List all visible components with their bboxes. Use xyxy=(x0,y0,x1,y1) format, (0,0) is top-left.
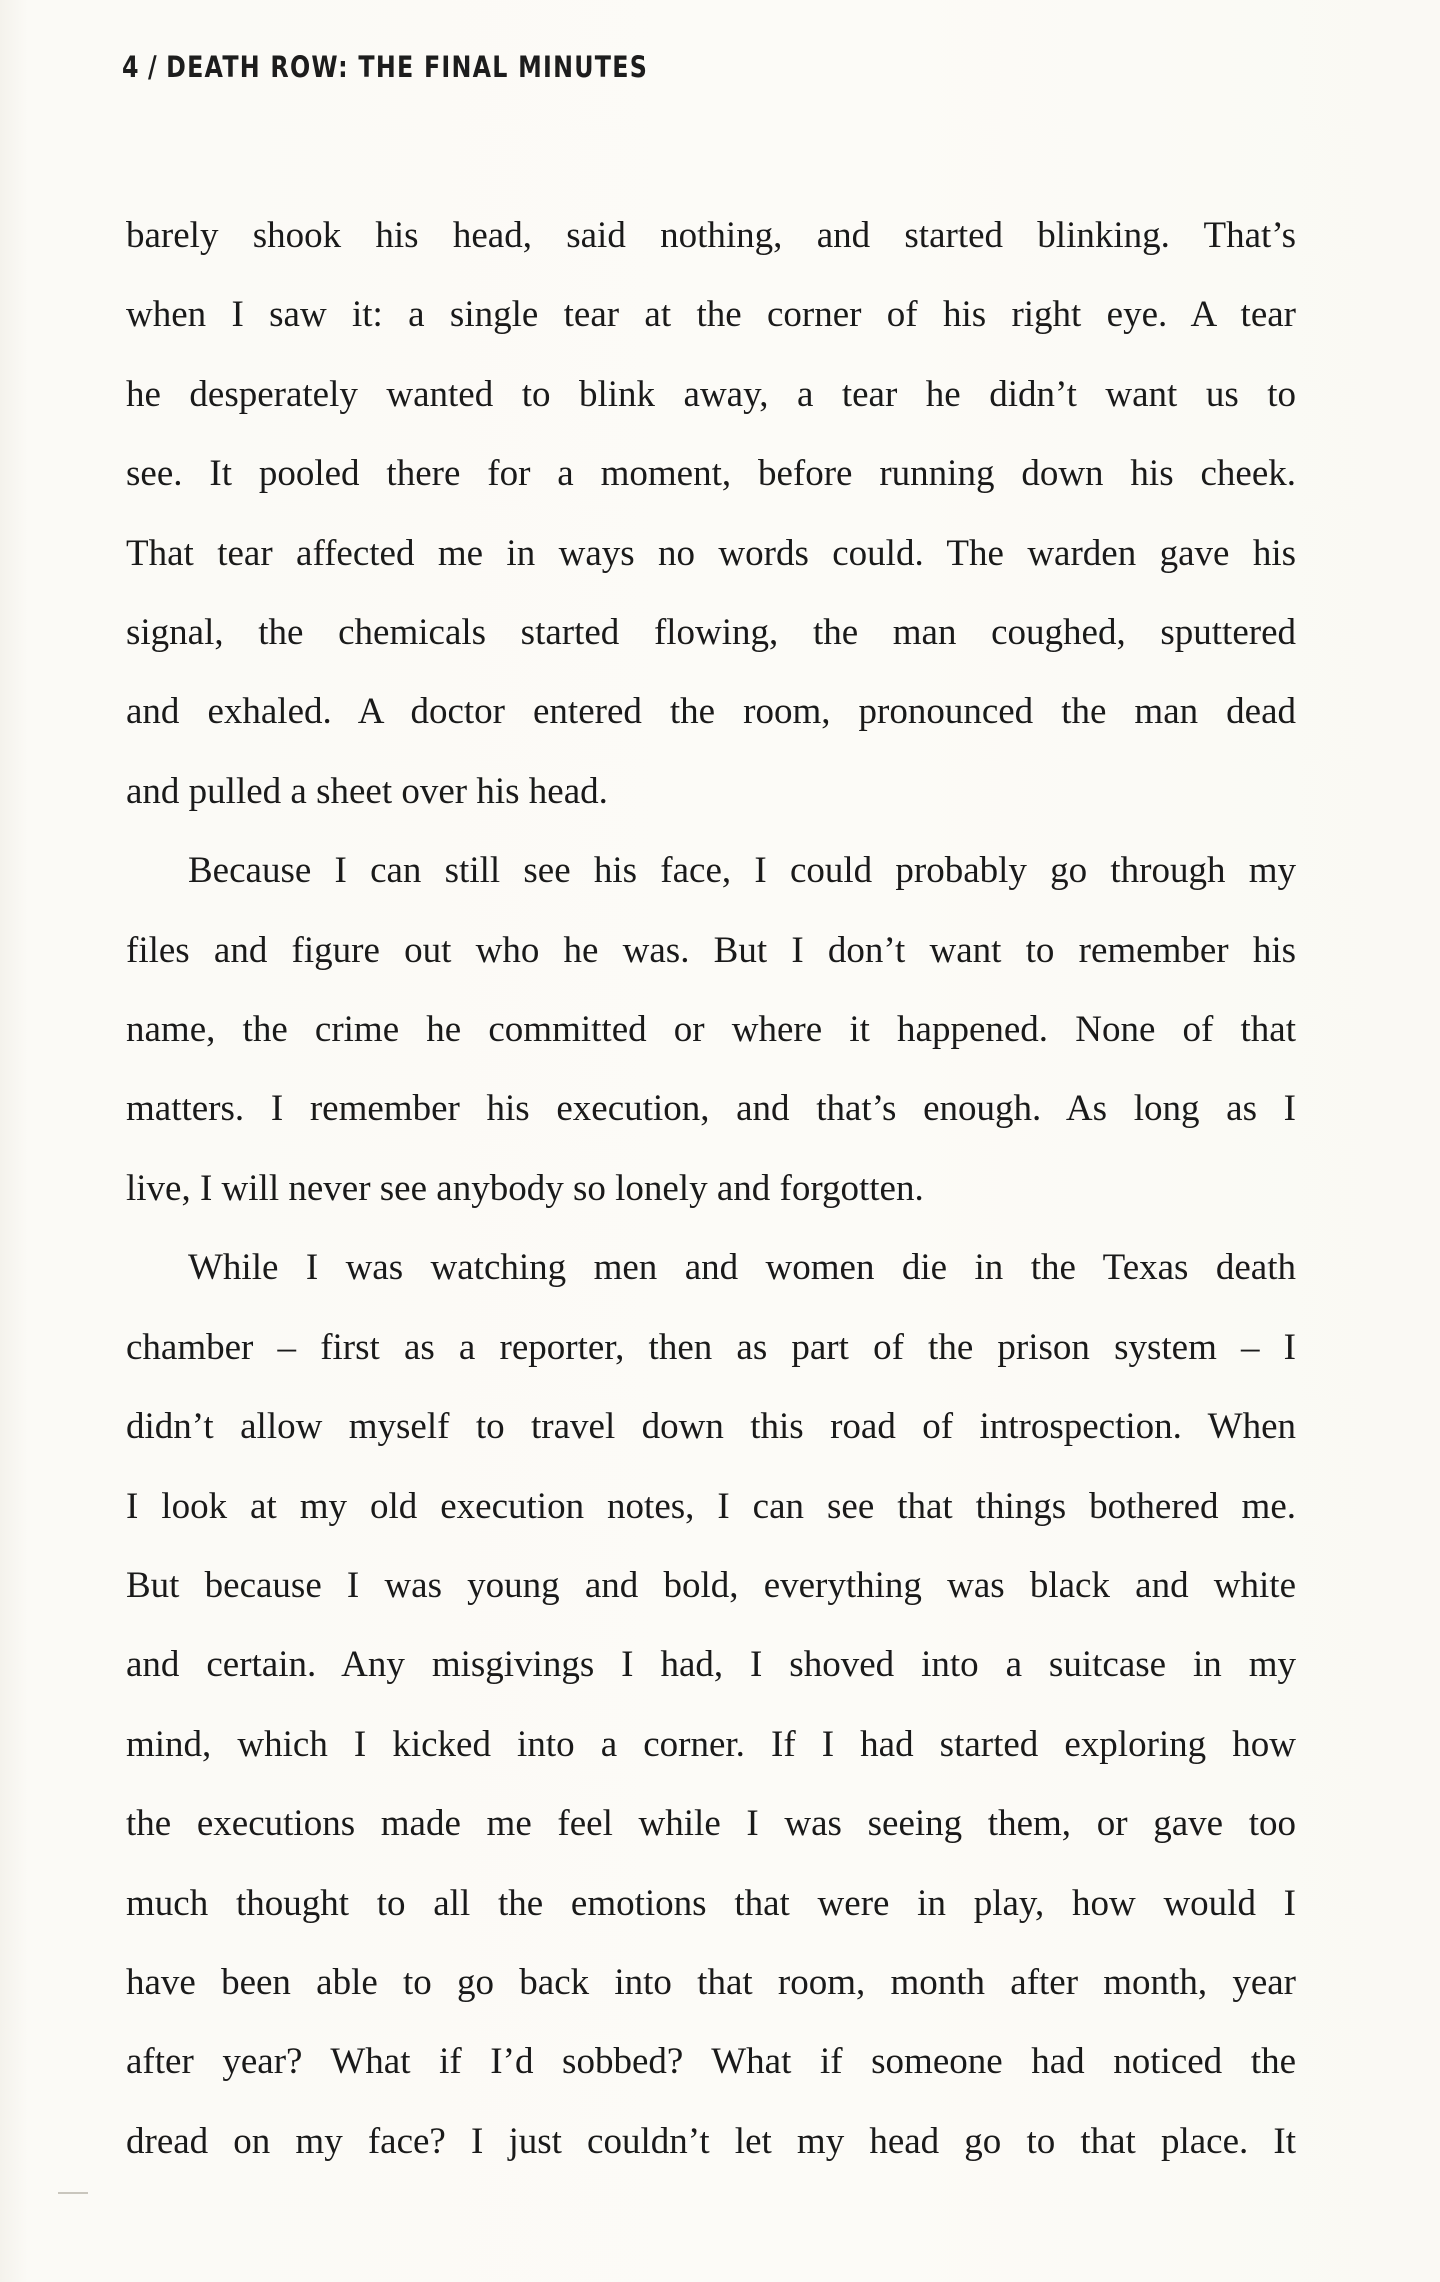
running-header xyxy=(122,50,648,84)
paragraph-line: signal, the chemicals started flowing, the man coughed, sputtered xyxy=(126,612,1296,654)
paragraph-line: name, the crime he committed or where it happened. None of that xyxy=(126,1009,1296,1051)
paragraph-line: the executions made me feel while I was seeing them, or gave too xyxy=(126,1803,1296,1845)
paragraph-line: I look at my old execution notes, I can see that things bothered me. xyxy=(126,1485,1296,1527)
paragraph-line: didn’t allow myself to travel down this road of introspection. When xyxy=(126,1406,1296,1448)
paragraph-line: and pulled a sheet over his head. xyxy=(126,770,608,812)
paragraph-line: when I saw it: a single tear at the corner of his right eye. A tear xyxy=(126,294,1296,336)
page-number: 4 xyxy=(122,50,140,84)
paragraph-line: see. It pooled there for a moment, before running down his cheek. xyxy=(126,453,1296,495)
paragraph-line: But because I was young and bold, everything was black and white xyxy=(126,1564,1296,1606)
paragraph-line: live, I will never see anybody so lonely and forgotten. xyxy=(126,1167,924,1209)
paragraph-line: much thought to all the emotions that were in play, how would I xyxy=(126,1882,1296,1924)
book-title: DEATH ROW: THE FINAL MINUTES xyxy=(166,50,649,84)
paragraph-line: have been able to go back into that room, month after month, year xyxy=(126,1961,1296,2003)
paragraph-line: mind, which I kicked into a corner. If I had started exploring how xyxy=(126,1723,1296,1765)
body-text xyxy=(126,196,1296,2181)
paragraph-line: While I was watching men and women die in the Texas death xyxy=(188,1247,1296,1289)
paragraph-line: dread on my face? I just couldn’t let my head go to that place. It xyxy=(126,2120,1296,2162)
paragraph-line: and certain. Any misgivings I had, I shoved into a suitcase in my xyxy=(126,1644,1296,1686)
paragraph-line: files and figure out who he was. But I don’t want to remember his xyxy=(126,929,1296,971)
paragraph-line: That tear affected me in ways no words could. The warden gave his xyxy=(126,532,1296,574)
paragraph-line: and exhaled. A doctor entered the room, pronounced the man dead xyxy=(126,691,1296,733)
scan-mark xyxy=(58,2192,88,2194)
paragraph-line: matters. I remember his execution, and that’s enough. As long as I xyxy=(126,1088,1296,1130)
paragraph-line: Because I can still see his face, I could probably go through my xyxy=(188,850,1296,892)
paragraph-line: chamber – first as a reporter, then as part of the prison system – I xyxy=(126,1326,1296,1368)
paragraph-line: after year? What if I’d sobbed? What if someone had noticed the xyxy=(126,2041,1296,2083)
paragraph-line: he desperately wanted to blink away, a tear he didn’t want us to xyxy=(126,373,1296,415)
paragraph-line: barely shook his head, said nothing, and started blinking. That’s xyxy=(126,215,1296,256)
header-separator: / xyxy=(147,50,158,84)
